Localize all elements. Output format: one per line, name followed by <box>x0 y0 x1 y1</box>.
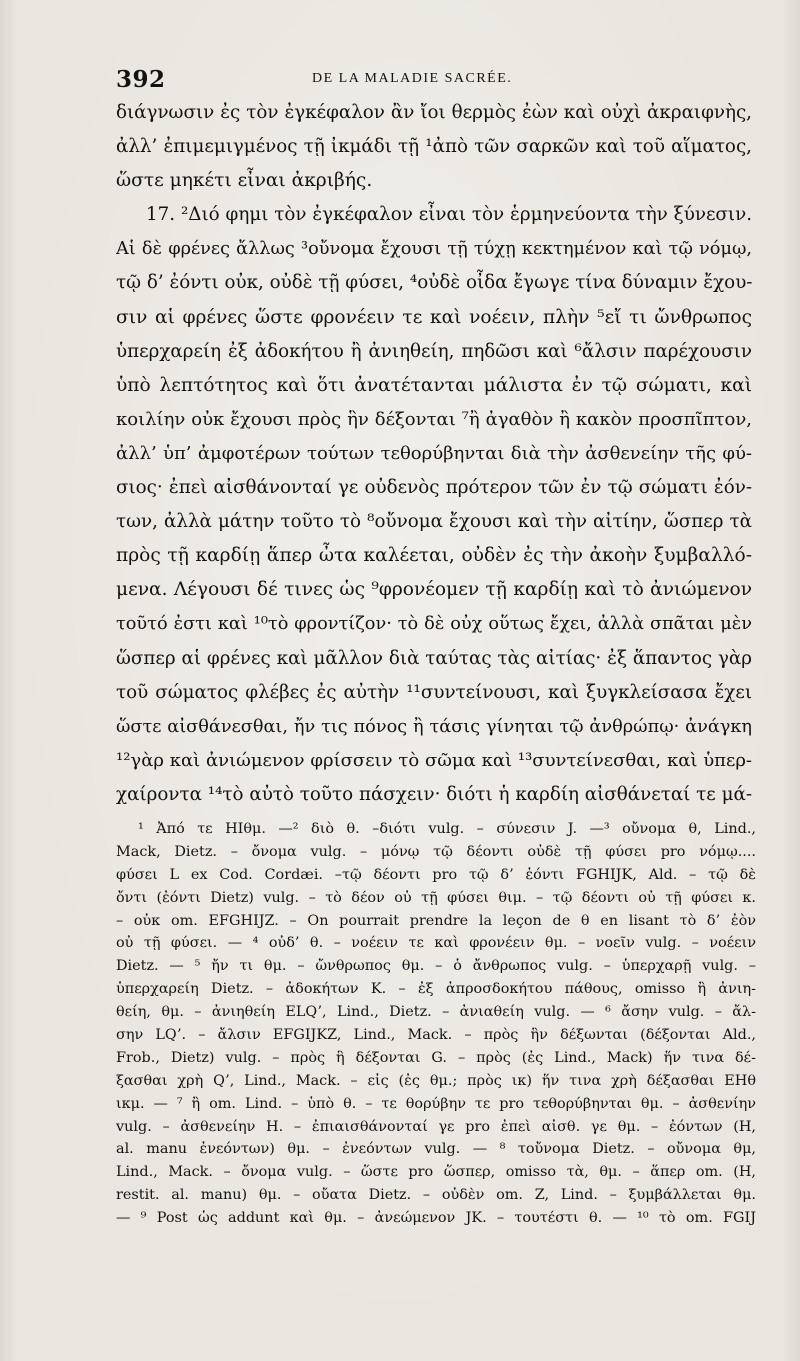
text-line: τοῦτό ἐστι καὶ ¹⁰τὸ φροντίζον· τὸ δὲ οὐχ οὕτως ἔχει, ἀλλὰ σπᾶται μὲν <box>116 614 752 635</box>
page-header <box>116 66 756 96</box>
footnote-line: φύσει L ex Cod. Cordæi. –τῷ δέοντι pro τῷ δ’ ἐόντι FGHIJK, Ald. – τῷ δὲ <box>116 866 756 883</box>
text-line: μενα. Λέγουσι δέ τινες ὡς ⁹φρονέομεν τῇ καρδίῃ καὶ τὸ ἀνιώμενον <box>116 579 752 601</box>
text-line: ὥστε μηκέτι εἶναι ἀκριβής. <box>116 170 373 192</box>
footnote-line: οὐ τῇ φύσει. — ⁴ οὐδ’ θ. – νοέειν τε καὶ φρονέειν θμ. – νοεῖν vulg. – νοέειν <box>116 935 756 952</box>
footnote-line: vulg. – ἀσθενείην H. – ἐπιαισθάνονταί γε pro ἐπεὶ αἰσθ. γε θμ. – ἐόντων (H, <box>116 1118 756 1135</box>
footnote-line: ¹ Ἀπό τε ΗΙθμ. —² διὸ θ. –διότι vulg. – σύνεσιν J. —³ οὔνομα θ, Lind., <box>138 821 756 837</box>
text-line: ἀλλ’ ἐπιμεμιγμένος τῇ ἰκμάδι τῇ ¹ἀπὸ τῶν σαρκῶν καὶ τοῦ αἵματος, <box>116 136 752 158</box>
footnote-line: – οὐκ om. EFGHIJZ. – On pourrait prendre la leçon de θ en lisant τὸ δ’ ἐὸν <box>116 912 756 929</box>
page-number: 392 <box>116 66 166 93</box>
text-line: σιος· ἐπεὶ αἰσθάνονταί γε οὐδενὸς πρότερον τῶν ἐν τῷ σώματι ἐόν- <box>116 477 752 499</box>
footnote-line: ὄντι (ἐόντι Dietz) vulg. – τὸ δέον οὐ τῇ φύσει θιμ. – τῷ δέοντι οὐ τῇ φύσει κ. <box>116 889 756 906</box>
text-line: ὥστε αἰσθάνεσθαι, ἤν τις πόνος ἢ τάσις γίνηται τῷ ἀνθρώπῳ· ἀνάγκη <box>116 716 752 737</box>
text-line: τοῦ σώματος φλέβες ἐς αὐτὴν ¹¹συντείνουσι, καὶ ξυγκλείσασα ἔχει <box>116 681 752 703</box>
footnote-line: Dietz. — ⁵ ἤν τι θμ. – ὤνθρωπος θμ. – ὁ ἄνθρωπος vulg. – ὑπερχαρῇ vulg. – <box>116 958 756 975</box>
text-line: ἀλλ’ ὑπ’ ἀμφοτέρων τούτων τεθορύβηνται διὰ τὴν ἀσθενείην τῆς φύ- <box>116 442 752 464</box>
footnote-line: ξασθαι χρὴ Q’, Lind., Mack. – εἰς (ἐς θμ.; πρὸς ικ) ἥν τινα χρὴ δέξασθαι ΕΗθ <box>116 1072 756 1089</box>
footnote-line: ικμ. — ⁷ ἢ om. Lind. – ὑπὸ θ. – τε θορύβην τε pro τεθορύβηνται θμ. – ἀσθενίην <box>116 1095 756 1112</box>
text-line: τῷ δ’ ἐόντι οὐκ, οὐδὲ τῇ φύσει, ⁴οὐδὲ οἶδα ἔγωγε τίνα δύναμιν ἔχου- <box>116 272 752 294</box>
running-title: DE LA MALADIE SACRÉE. <box>312 71 513 86</box>
text-line: διάγνωσιν ἐς τὸν ἐγκέφαλον ἂν ἴοι θερμὸς ἐὼν καὶ οὐχὶ ἀκραιφνὴς, <box>116 102 752 123</box>
text-line: Αἱ δὲ φρένες ἄλλως ³οὔνομα ἔχουσι τῇ τύχῃ κεκτημένον καὶ τῷ νόμῳ, <box>116 239 752 260</box>
footnote-line: Mack, Dietz. – ὄνομα vulg. – μόνῳ τῷ δέοντι οὐδὲ τῇ φύσει pro νόμῳ.... <box>116 843 756 860</box>
section-17-first-line: 17. ²Διό φημι τὸν ἐγκέφαλον εἶναι τὸν ἑρμηνεύοντα τὴν ξύνεσιν. <box>146 204 752 226</box>
footnote-line: — ⁹ Post ὡς addunt καὶ θμ. – ἀνεώμενον JK. – τουτέστι θ. — ¹⁰ τὸ om. FGIJ <box>116 1210 756 1227</box>
footnote-line: θείη, θμ. – ἀνιηθείη ELQ’, Lind., Dietz. – ἀνιαθείη vulg. — ⁶ ἄσην vulg. – ἄλ- <box>116 1004 756 1021</box>
text-line: χαίροντα ¹⁴τὸ αὐτὸ τοῦτο πάσχειν· διότι ἡ καρδίη αἰσθάνεταί τε μά- <box>116 783 752 805</box>
text-line: ὑπερχαρείη ἐξ ἀδοκήτου ἢ ἀνιηθείη, πηδῶσι καὶ ⁶ἄλσιν παρέχουσιν <box>116 340 752 362</box>
text-line: σιν αἱ φρένες ὥστε φρονέειν τε καὶ νοέειν, πλὴν ⁵εἴ τι ὤνθρωπος <box>116 306 752 328</box>
footnote-line: al. manu ἐνεόντων) θμ. – ἐνεόντων vulg. — ⁸ τοὔνομα Dietz. – οὔνομα θμ, <box>116 1141 756 1158</box>
text-line: ¹²γὰρ καὶ ἀνιώμενον φρίσσειν τὸ σῶμα καὶ ¹³συντείνεσθαι, καὶ ὑπερ- <box>116 749 752 771</box>
text-line: των, ἀλλὰ μάτην τοῦτο τὸ ⁸οὔνομα ἔχουσι καὶ τὴν αἰτίην, ὥσπερ τὰ <box>116 511 752 533</box>
footnote-line: Frob., Dietz) vulg. – πρὸς ἣ δέξονται G. – πρὸς (ἐς Lind., Mack) ἥν τινα δέ- <box>116 1049 756 1066</box>
footnote-line: Lind., Mack. – ὄνομα vulg. – ὥστε pro ὥσπερ, omisso τὰ, θμ. – ἅπερ om. (H, <box>116 1164 756 1181</box>
page-edge-left <box>0 0 18 1361</box>
text-line: κοιλίην οὐκ ἔχουσι πρὸς ἣν δέξονται ⁷ἢ ἀγαθὸν ἢ κακὸν προσπῖπτον, <box>116 408 752 430</box>
footnote-line: restit. al. manu) θμ. – οὔατα Dietz. – οὐδὲν om. Z, Lind. – ξυμβάλλεται θμ. <box>116 1187 756 1204</box>
text-line: πρὸς τῇ καρδίῃ ἅπερ ὦτα καλέεται, οὐδὲν ἐς τὴν ἀκοὴν ξυμβαλλό- <box>116 545 752 567</box>
page-edge-right <box>782 0 800 1361</box>
footnote-line: σην LQ’. – ἄλσιν EFGIJKZ, Lind., Mack. – πρὸς ἣν δέξωνται (δέξονται Ald., <box>116 1027 756 1044</box>
main-text <box>116 96 752 812</box>
footnote-line: ὑπερχαρείη Dietz. – ἀδοκήτων K. – ἐξ ἀπροσδοκήτου πάθους, omisso ἢ ἀνιη- <box>116 981 756 998</box>
text-line: ὥσπερ αἱ φρένες καὶ μᾶλλον διὰ ταύτας τὰς αἰτίας· ἐξ ἅπαντος γὰρ <box>116 647 752 669</box>
text-line: ὑπὸ λεπτότητος καὶ ὅτι ἀνατέτανται μάλιστα ἐν τῷ σώματι, καὶ <box>116 374 752 396</box>
footnotes <box>116 818 756 1230</box>
